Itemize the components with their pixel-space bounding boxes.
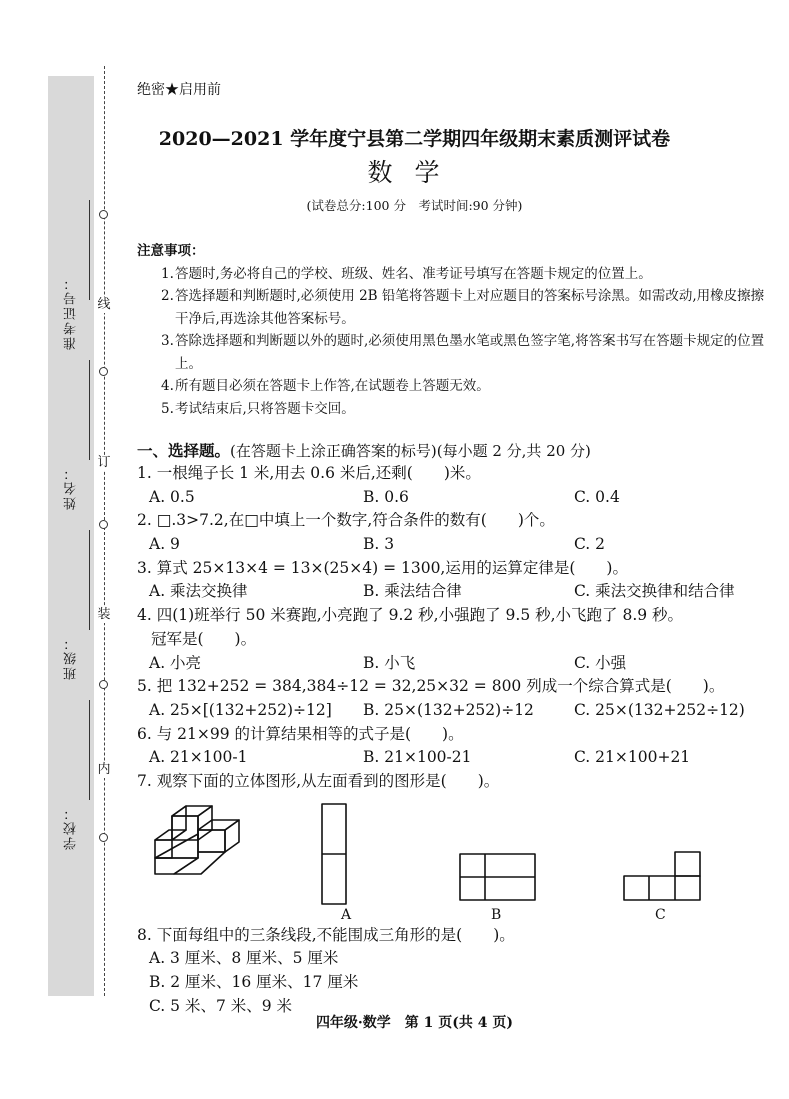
notes-title: 注意事项： (137, 243, 205, 259)
exam-title: 2020—2021 学年度宁县第二学期四年级期末素质测评试卷 (158, 128, 671, 150)
question-stem: 4. 四(1)班举行 50 米赛跑,小亮跑了 9.2 秒,小强跑了 9.5 秒,小飞跑了 8.9 秒。 (137, 606, 684, 625)
cut-circle (99, 367, 108, 376)
question-stem: 8. 下面每组中的三条线段,不能围成三角形的是( )。 (137, 925, 515, 944)
subject-title: 数学 (367, 158, 462, 187)
question-3 (137, 557, 777, 604)
question-7-figures (137, 794, 777, 924)
field-underline (89, 700, 90, 800)
figure-option-c (624, 852, 700, 900)
note-item: 3.答除选择题和判断题以外的题时,必须使用黑色墨水笔或黑色签字笔,将答案书写在答题卡规定的位置上。 (161, 333, 765, 372)
option-a: A. 0.5 (149, 487, 195, 506)
notes-block (137, 240, 767, 420)
option-c: C. 5 米、7 米、9 米 (149, 996, 293, 1015)
cut-circle (99, 680, 108, 689)
figure-label-c: C (655, 906, 666, 923)
section-desc: (在答题卡上涂正确答案的标号)(每小题 2 分,共 20 分) (230, 442, 591, 460)
question-8 (137, 924, 777, 1019)
question-5 (137, 675, 777, 722)
figure-label-a: A (341, 906, 352, 923)
question-2 (137, 509, 777, 556)
options-row (137, 533, 777, 557)
section-title: 一、选择题。 (137, 441, 231, 460)
question-stem: 1. 一根绳子长 1 米,用去 0.6 米后,还剩( )米。 (137, 464, 481, 482)
question-stem-continued: 冠军是( )。 (151, 629, 257, 648)
option-c: C. 2 (574, 535, 606, 554)
confidential-mark: 绝密★启用前 (137, 82, 221, 98)
question-1 (137, 462, 777, 509)
field-label: 班级： (64, 635, 79, 680)
option-c: C. 21×100+21 (574, 748, 691, 767)
field-label: 姓名： (64, 465, 79, 510)
note-item: 1.答题时,务必将自己的学校、班级、姓名、准考证号填写在答题卡规定的位置上。 (161, 265, 652, 282)
option-b: B. 小飞 (363, 653, 416, 672)
options-row (137, 652, 777, 676)
page-footer: 四年级·数学 第 1 页(共 4 页) (315, 1015, 514, 1031)
option-c: C. 乘法交换律和结合律 (574, 582, 735, 601)
exam-info: (试卷总分:100 分 考试时间:90 分钟) (306, 198, 523, 213)
question-list (137, 462, 777, 1019)
section-heading (137, 439, 777, 461)
figure-label-b: B (491, 906, 502, 923)
field-label: 学校： (64, 805, 79, 850)
note-item: 5.考试结束后,只将答题卡交回。 (161, 400, 355, 417)
question-4 (137, 604, 777, 675)
question-stem: 7. 观察下面的立体图形,从左面看到的图形是( )。 (137, 772, 500, 791)
question-7 (137, 770, 777, 924)
figures-svg (137, 794, 777, 924)
option-c: C. 0.4 (574, 487, 620, 506)
option-c: C. 25×(132+252÷12) (574, 700, 745, 719)
option-a: A. 21×100-1 (149, 748, 248, 767)
option-c: C. 小强 (574, 653, 627, 672)
cut-word: 线 (94, 297, 114, 313)
school-field[interactable] (60, 700, 90, 850)
options-row (137, 486, 777, 510)
figure-option-a (322, 804, 346, 904)
question-stem: 6. 与 21×99 的计算结果相等的式子是( )。 (137, 724, 464, 743)
figure-option-b (460, 854, 535, 900)
question-stem: 2. □.3>7.2,在□中填上一个数字,符合条件的数有( )个。 (137, 511, 555, 530)
cut-circle (99, 833, 108, 842)
name-field[interactable] (60, 360, 90, 510)
cut-circle (99, 520, 108, 529)
field-underline (89, 530, 90, 630)
class-field[interactable] (60, 530, 90, 680)
field-underline (89, 200, 90, 300)
option-b: B. 乘法结合律 (363, 582, 462, 601)
question-stem: 5. 把 132+252 = 384,384÷12 = 32,25×32 = 800 列成一个综合算式是( )。 (137, 677, 725, 696)
field-underline (89, 360, 90, 460)
options-row (137, 746, 777, 770)
option-b: B. 25×(132+252)÷12 (363, 700, 534, 719)
option-a: A. 9 (149, 535, 180, 554)
field-label: 准考证号： (64, 275, 79, 350)
admission-number-field[interactable] (60, 200, 90, 350)
options-row (137, 699, 777, 723)
option-a: A. 小亮 (149, 653, 202, 672)
cut-word: 订 (94, 455, 114, 471)
solid-figure (155, 806, 239, 874)
option-b: B. 3 (363, 535, 395, 554)
cut-word: 内 (94, 762, 114, 778)
option-a: A. 3 厘米、8 厘米、5 厘米 (149, 949, 339, 968)
cut-word: 装 (94, 607, 114, 623)
option-a: A. 乘法交换律 (149, 582, 248, 601)
option-b: B. 0.6 (363, 487, 409, 506)
options-row (137, 580, 777, 604)
question-6 (137, 723, 777, 770)
note-item: 4.所有题目必须在答题卡上作答,在试题卷上答题无效。 (161, 378, 490, 394)
question-stem: 3. 算式 25×13×4 = 13×(25×4) = 1300,运用的运算定律是( )。 (137, 558, 628, 577)
option-b: B. 2 厘米、16 厘米、17 厘米 (149, 973, 359, 992)
option-a: A. 25×[(132+252)÷12] (149, 700, 332, 719)
option-b: B. 21×100-21 (363, 748, 472, 767)
note-item: 2.答选择题和判断题时,必须使用 2B 铅笔将答题卡上对应题目的答案标号涂黑。如需改动,用橡皮擦擦干净后,再选涂其他答案标号。 (161, 288, 765, 327)
